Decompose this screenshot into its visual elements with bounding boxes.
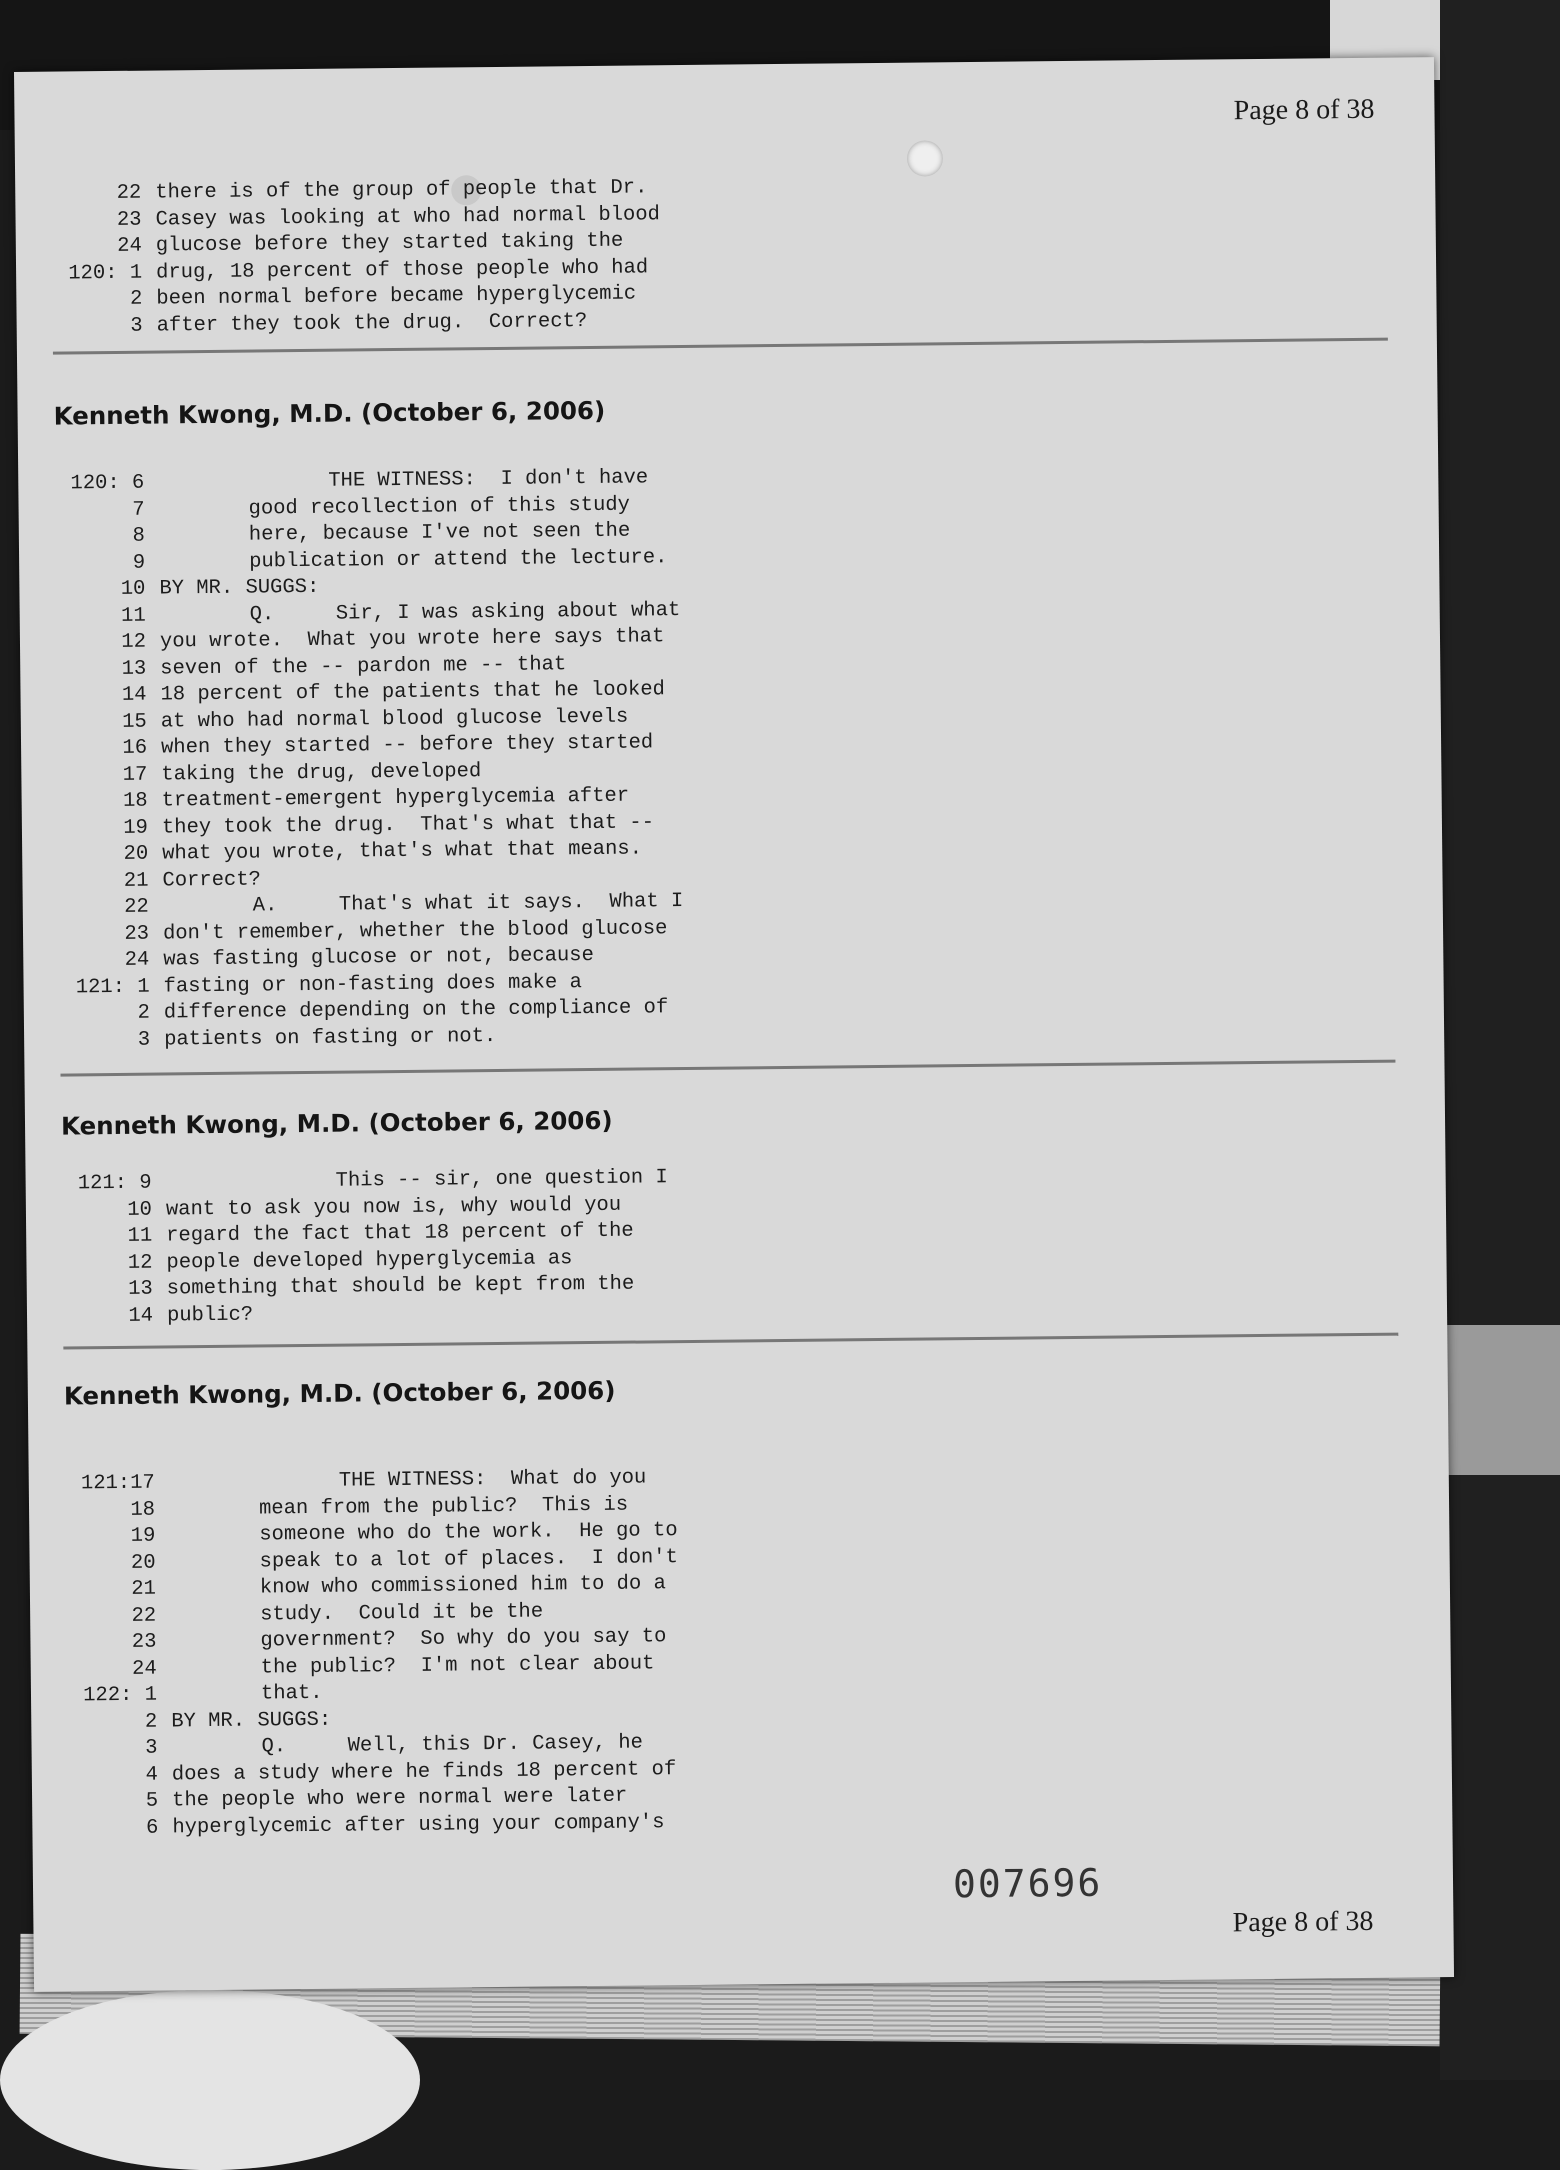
plate-edge <box>0 1990 420 2170</box>
line-text: that. <box>260 1681 323 1706</box>
excerpt-title: Kenneth Kwong, M.D. (October 6, 2006) <box>60 1105 613 1141</box>
line-text: you wrote. What you wrote here says that <box>159 625 665 654</box>
line-text: Q. Well, this Dr. Casey, he <box>261 1731 644 1759</box>
line-number: 22 <box>124 895 149 919</box>
line-text: publication or attend the lecture. <box>249 545 668 574</box>
divider <box>60 1060 1395 1077</box>
line-text: THE WITNESS: What do you <box>338 1466 647 1493</box>
line-number: 121: 1 <box>75 975 150 999</box>
line-text: drug, 18 percent of those people who had <box>155 255 649 285</box>
line-number: 18 <box>130 1498 156 1522</box>
line-text: there is of the group of people that Dr. <box>155 176 648 205</box>
line-number: 121:17 <box>80 1471 155 1496</box>
line-text: people developed hyperglycemia as <box>166 1246 573 1274</box>
line-text: regard the fact that 18 percent of the <box>166 1219 634 1248</box>
line-number: 14 <box>128 1304 154 1328</box>
line-number: 14 <box>121 683 147 707</box>
line-number: 17 <box>122 763 148 787</box>
line-number: 3 <box>145 1736 158 1760</box>
line-text: THE WITNESS: I don't have <box>328 466 649 493</box>
line-number: 20 <box>123 842 149 866</box>
line-text: don't remember, whether the blood glucose <box>162 916 668 945</box>
line-text: what you wrote, that's what that means. <box>162 837 643 866</box>
line-number: 9 <box>132 551 146 575</box>
line-number: 122: 1 <box>83 1683 158 1708</box>
line-number: 20 <box>130 1551 156 1575</box>
line-text: the public? I'm not clear about <box>260 1651 655 1680</box>
line-number: 2 <box>129 287 143 311</box>
line-text: government? So why do you say to <box>260 1625 667 1653</box>
line-text: mean from the public? This is <box>258 1493 629 1521</box>
line-number: 24 <box>131 1657 157 1681</box>
line-number: 22 <box>131 1604 157 1628</box>
line-number: 15 <box>122 710 147 734</box>
line-text: here, because I've not seen the <box>248 519 631 547</box>
line-number: 8 <box>132 524 145 548</box>
line-text: patients on fasting or not. <box>164 1024 497 1051</box>
line-text: know who commissioned him to do a <box>259 1572 666 1600</box>
line-number: 13 <box>128 1277 153 1301</box>
hole-punch <box>907 140 943 176</box>
line-text: Casey was looking at who had normal blood <box>155 202 661 232</box>
line-text: Q. Sir, I was asking about what <box>249 598 681 627</box>
line-text: Correct? <box>162 867 262 892</box>
line-number: 23 <box>131 1630 157 1654</box>
excerpt-3 <box>65 1462 969 1842</box>
line-number: 120: 1 <box>68 261 143 285</box>
line-number: 5 <box>145 1789 159 1813</box>
line-number: 19 <box>123 816 149 840</box>
line-number: 22 <box>116 181 142 205</box>
excerpt-1 <box>54 462 960 1054</box>
line-number: 10 <box>127 1198 153 1222</box>
line-text: This -- sir, one question I <box>335 1166 668 1193</box>
line-text: something that should be kept from the <box>166 1272 635 1301</box>
excerpt-2 <box>62 1162 964 1330</box>
line-number: 21 <box>131 1577 157 1601</box>
line-number: 6 <box>145 1816 159 1840</box>
line-text: when they started -- before they started <box>160 731 654 760</box>
line-text: does a study where he finds 18 percent of <box>171 1757 677 1786</box>
line-text: good recollection of this study <box>248 493 631 521</box>
line-text: A. That's what it says. What I <box>252 890 684 918</box>
excerpt-title: Kenneth Kwong, M.D. (October 6, 2006) <box>63 1375 616 1411</box>
line-number: 12 <box>127 1251 153 1275</box>
excerpt-0 <box>51 172 953 340</box>
line-text: treatment-emergent hyperglycemia after <box>161 784 630 813</box>
line-text: at who had normal blood glucose levels <box>160 705 629 733</box>
line-text: 18 percent of the patients that he looked <box>160 678 666 707</box>
line-number: 16 <box>122 736 148 760</box>
excerpt-title: Kenneth Kwong, M.D. (October 6, 2006) <box>53 395 606 431</box>
line-text: public? <box>166 1303 254 1327</box>
line-number: 3 <box>137 1028 151 1052</box>
line-number: 23 <box>116 208 142 232</box>
divider <box>63 1333 1398 1350</box>
line-text: been normal before became hyperglycemic <box>156 282 637 311</box>
line-number: 12 <box>121 630 147 654</box>
line-number: 24 <box>117 234 142 258</box>
page-number-top: Page 8 of 38 <box>1233 93 1375 127</box>
page-number-bottom: Page 8 of 38 <box>1232 1905 1374 1939</box>
line-number: 11 <box>120 604 146 628</box>
desk-background-right <box>1440 0 1560 2080</box>
line-number: 13 <box>121 657 147 681</box>
line-text: someone who do the work. He go to <box>259 1519 678 1547</box>
line-text: was fasting glucose or not, because <box>163 943 594 972</box>
line-number: 120: 6 <box>70 471 145 496</box>
line-text: glucose before they started taking the <box>155 229 624 258</box>
bates-number: 007696 <box>952 1860 1103 1907</box>
transcript-page <box>14 57 1454 1992</box>
line-number: 24 <box>124 948 150 972</box>
line-text: fasting or non-fasting does make a <box>163 970 582 998</box>
line-text: study. Could it be the <box>260 1600 544 1627</box>
line-text: they took the drug. That's what that -- <box>161 810 655 839</box>
line-number: 19 <box>130 1524 156 1548</box>
line-number: 7 <box>132 498 145 522</box>
line-text: BY MR. SUGGS: <box>171 1708 332 1733</box>
line-text: difference depending on the compliance of <box>163 996 669 1025</box>
line-text: hyperglycemic after using your company's <box>172 1810 665 1839</box>
line-text: seven of the -- pardon me -- that <box>160 652 567 681</box>
line-text: taking the drug, developed <box>161 759 482 786</box>
line-text: BY MR. SUGGS: <box>159 575 320 601</box>
line-number: 4 <box>145 1763 158 1787</box>
divider <box>53 338 1388 355</box>
line-text: speak to a lot of places. I don't <box>259 1545 678 1574</box>
line-number: 3 <box>130 314 143 338</box>
line-number: 2 <box>144 1710 158 1734</box>
line-number: 18 <box>122 789 148 813</box>
line-number: 2 <box>137 1001 150 1025</box>
line-text: the people who were normal were later <box>171 1784 628 1813</box>
line-text: want to ask you now is, why would you <box>165 1193 622 1221</box>
line-number: 11 <box>127 1224 153 1248</box>
line-number: 121: 9 <box>77 1171 152 1196</box>
line-number: 23 <box>124 922 150 946</box>
line-number: 10 <box>120 577 146 601</box>
line-number: 21 <box>123 869 149 893</box>
line-text: after they took the drug. Correct? <box>156 309 588 338</box>
